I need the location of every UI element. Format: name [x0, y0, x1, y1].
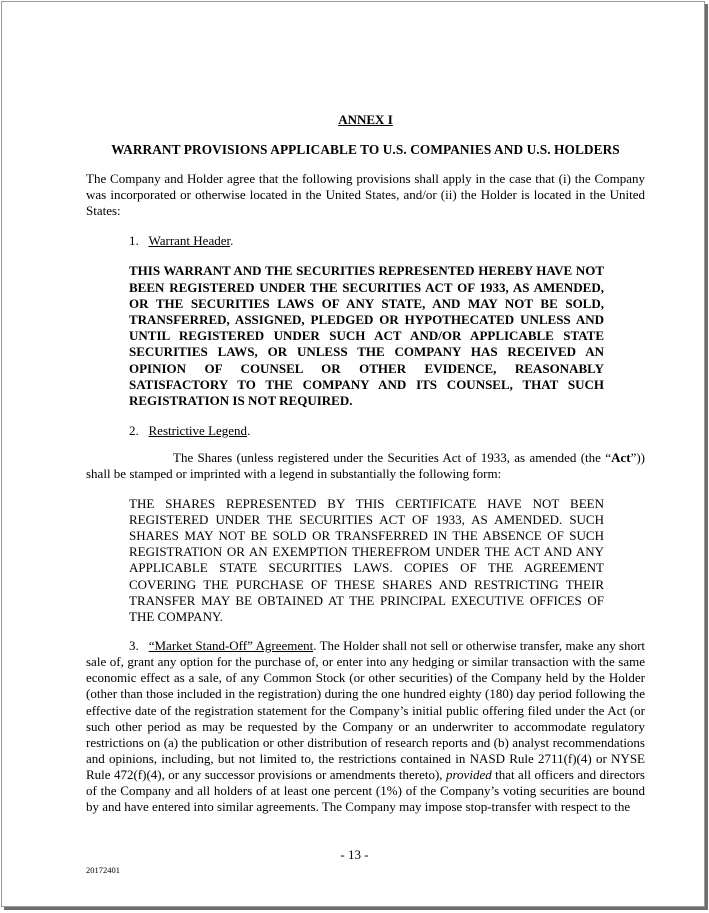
item-market-standoff: 3. “Market Stand-Off” Agreement. The Holder shall not sell or otherwise transfer, make any short sale of, grant any option for the purchase of, or enter into any hedging or similar transaction with the same economic effect as a sale, of any Common Stock (or other securities) of the Company held by the Holder (other than those included in the registration) during the one hundred eighty (180) day period following the effective date of the registration statement for the Company’s initial public offering filed under the Act (or such other period as may be requested by the Company or an underwriter to accommodate regulatory restrictions on (a) the publication or other distribution of research reports and (b) analyst recommendations and opinions, including, but not limited to, the restrictions contained in NASD Rule 2711(f)(4) or NYSE Rule 472(f)(4), or any successor provisions or amendments thereto), provided that all officers and directors of the Company and all holders of at least one percent (1%) of the Company’s voting securities are bound by and have entered into similar agreements. The Company may impose stop-transfer with respect to the: [86, 638, 646, 815]
item-number: 2.: [129, 423, 139, 439]
page-number: - 13 -: [340, 847, 369, 862]
document-id: 20172401: [86, 865, 120, 875]
item-warrant-header: 1. Warrant Header.: [129, 233, 234, 249]
document-body: [86, 112, 645, 815]
warrant-header-text: THIS WARRANT AND THE SECURITIES REPRESENTED HEREBY HAVE NOT BEEN REGISTERED UNDER THE SECURITIES ACT OF 1933, AS AMENDED, OR THE SECURITIES LAWS OF ANY STATE, AND MAY NOT BE SOLD, TRANSFERRED, ASSIGNED, PLEDGED OR HYPOTHECATED UNLESS AND UNTIL REGISTERED UNDER SUCH ACT AND/OR APPLICABLE STATE SECURITIES LAWS, OR UNLESS THE COMPANY HAS RECEIVED AN OPINION OF COUNSEL OR OTHER EVIDENCE, REASONABLY SATISFACTORY TO THE COMPANY AND ITS COUNSEL, THAT SUCH REGISTRATION IS NOT REQUIRED.: [129, 263, 604, 409]
legend-text: THE SHARES REPRESENTED BY THIS CERTIFICATE HAVE NOT BEEN REGISTERED UNDER THE SECURITIES ACT OF 1933, AS AMENDED. SUCH SHARES MAY NOT BE SOLD OR TRANSFERRED IN THE ABSENCE OF SUCH REGISTRATION OR AN EXEMPTION THEREFROM UNDER THE ACT AND ANY APPLICABLE STATE SECURITIES LAWS. COPIES OF THE AGREEMENT COVERING THE PURCHASE OF THESE SHARES AND RESTRICTING THEIR TRANSFER MAY BE OBTAINED AT THE PRINCIPAL EXECUTIVE OFFICES OF THE COMPANY.: [129, 495, 604, 624]
item-label: Warrant Header: [148, 233, 231, 249]
item-number: 3.: [129, 638, 139, 654]
legend-intro-paragraph: The Shares (unless registered under the Securities Act of 1933, as amended (the “Act”)) shall be stamped or imprinted with a legend in substantially the following form:: [86, 450, 645, 482]
intro-paragraph: The Company and Holder agree that the following provisions shall apply in the case that (i) the Company was incorporated or otherwise located in the United States, and/or (ii) the Holder is located in the United States:: [86, 171, 645, 219]
item-restrictive-legend: 2. Restrictive Legend.: [129, 423, 251, 439]
item-label: Restrictive Legend: [148, 423, 248, 439]
section-heading: WARRANT PROVISIONS APPLICABLE TO U.S. COMPANIES AND U.S. HOLDERS: [111, 142, 620, 157]
annex-title: ANNEX I: [338, 112, 393, 127]
item-label: “Market Stand-Off” Agreement: [148, 638, 314, 654]
defined-term-act: Act: [611, 450, 631, 466]
emphasis-provided: provided: [445, 766, 492, 782]
item-number: 1.: [129, 233, 139, 249]
